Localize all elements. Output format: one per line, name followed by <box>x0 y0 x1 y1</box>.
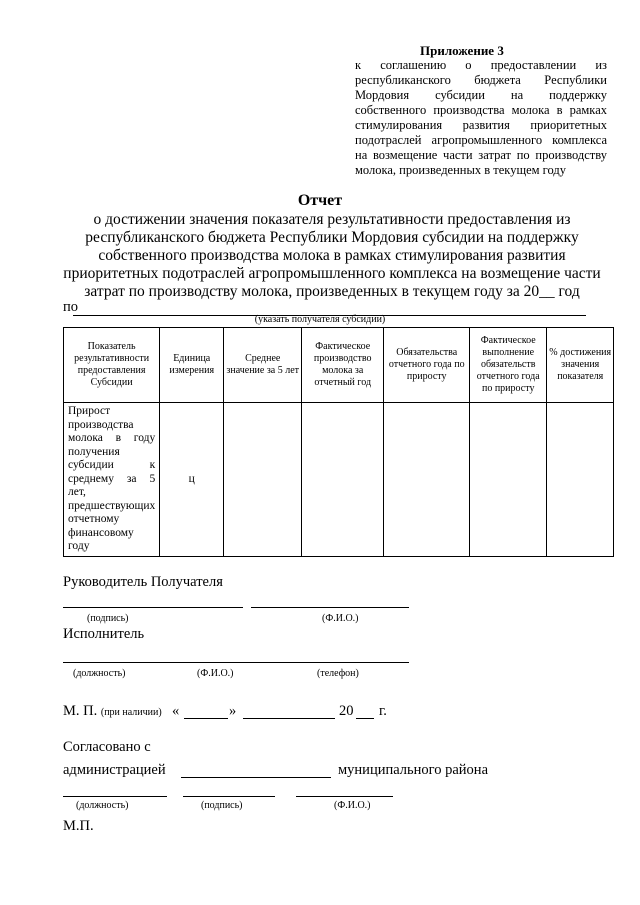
agreed-label: Согласовано с <box>63 739 151 755</box>
percent-cell <box>547 403 614 557</box>
signature-caption: (подпись) <box>201 800 243 811</box>
executor-label: Исполнитель <box>63 626 145 642</box>
header-cell: Фактическое выполнение обязательств отчетного года по приросту <box>470 328 547 403</box>
admin-fio-line <box>296 796 393 797</box>
header-cell: Среднее значение за 5 лет <box>224 328 302 403</box>
fio-caption: (Ф.И.О.) <box>197 668 234 679</box>
header-cell: Фактическое производство молока за отчетный год <box>302 328 384 403</box>
fio-caption: (Ф.И.О.) <box>334 800 371 811</box>
annex-title: Приложение 3 <box>420 43 504 58</box>
average-cell <box>224 403 302 557</box>
recipient-label: (указать получателя субсидии) <box>254 314 386 325</box>
header-cell: Единица измерения <box>160 328 224 403</box>
date-day-line <box>184 718 228 719</box>
admin-label: администрацией <box>63 762 166 778</box>
unit-cell: ц <box>160 403 224 557</box>
position-caption: (должность) <box>76 800 129 811</box>
mp-note: (при наличии) <box>100 707 162 718</box>
table-row <box>64 403 614 557</box>
year-suffix: г. <box>379 703 387 719</box>
signature-caption: (подпись) <box>87 613 129 624</box>
year-line <box>356 718 374 719</box>
header-cell: Показатель результативности предоставления Субсидии <box>64 328 160 403</box>
obligation-cell <box>384 403 470 557</box>
head-fio-line <box>251 607 409 608</box>
final-stamp-label: М.П. <box>63 818 94 834</box>
report-title: Отчет <box>297 192 343 209</box>
position-caption: (должность) <box>73 668 126 679</box>
stamp-label <box>63 703 162 720</box>
actual-cell <box>302 403 384 557</box>
header-cell: % достижения значения показателя <box>547 328 614 403</box>
admin-position-line <box>63 796 167 797</box>
head-signature-line <box>63 607 243 608</box>
table-header-row <box>64 328 614 403</box>
date-open-quote: « <box>172 703 180 719</box>
district-label: муниципального района <box>338 762 488 778</box>
phone-caption: (телефон) <box>317 668 359 679</box>
admin-line <box>181 777 331 778</box>
fulfillment-cell <box>470 403 547 557</box>
report-table <box>63 327 614 557</box>
report-description: о достижении значения показателя результативности предоставления из республиканского бюджета Республики Мордовия субсидии на поддержку собственного производства молока в рамках стимулирования развития приоритетных подотраслей агропромышленного комплекса на возмещение части затрат по производству молока, произведенных в текущем году за 20__ год <box>63 211 601 300</box>
header-cell: Обязательства отчетного года по приросту <box>384 328 470 403</box>
date-month-line <box>243 718 335 719</box>
admin-signature-line <box>183 796 275 797</box>
year-prefix: 20 <box>339 703 354 719</box>
date-close-quote: » <box>229 703 237 719</box>
fio-caption: (Ф.И.О.) <box>322 613 359 624</box>
head-label: Руководитель Получателя <box>63 574 223 590</box>
indicator-cell: Прирост производства молока в году получения субсидии к среднему за 5 лет, предшествующих отчетному финансовому году <box>64 403 160 557</box>
recipient-prefix: по <box>63 299 79 315</box>
executor-line <box>63 662 409 663</box>
annex-text: к соглашению о предоставлении из республиканского бюджета Республики Мордовия субсидии на поддержку собственного производства молока в рамках стимулирования развития приоритетных подотраслей агропромышленного комплекса на возмещение части затрат по производству молока, произведенных в текущем году <box>355 58 607 177</box>
mp-label: М. П. <box>63 703 98 719</box>
